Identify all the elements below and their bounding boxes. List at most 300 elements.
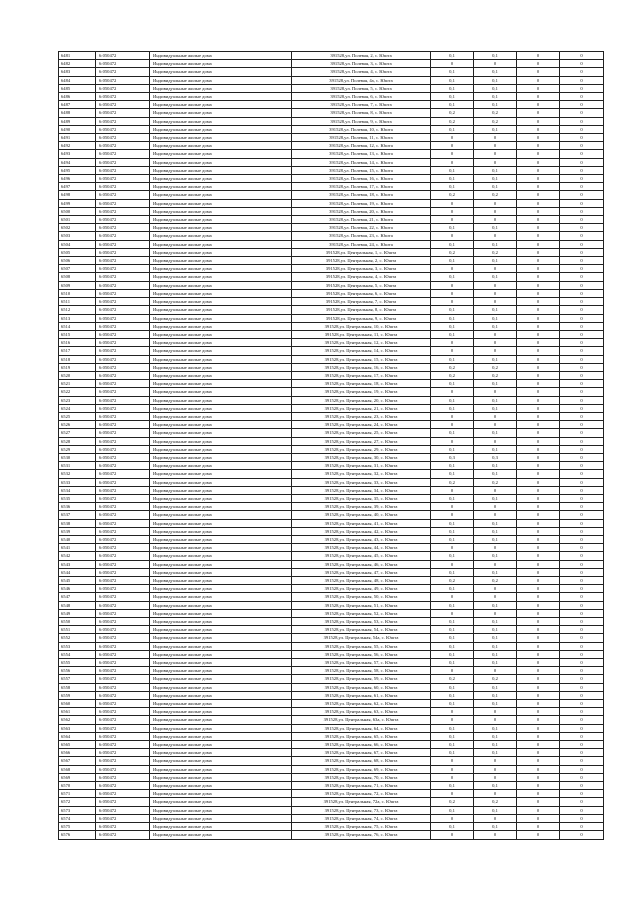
value-4-cell: 0 [560,494,604,502]
row-number-cell: 6513 [59,314,96,322]
building-type-cell: Индивидуальные жилые дома [150,732,292,740]
building-type-cell: Индивидуальные жилые дома [150,158,292,166]
table-row [59,462,604,470]
value-2-cell: 0,1 [474,634,517,642]
table-row [59,339,604,347]
cadastral-code-cell: 6:050472 [96,150,150,158]
value-4-cell: 0 [560,371,604,379]
cadastral-code-cell: 6:050472 [96,700,150,708]
address-cell: 391528,ул. Центральная, 45, с. Юшта [292,552,431,560]
value-3-cell: 0 [517,765,560,773]
row-number-cell: 6519 [59,363,96,371]
address-cell: 391528,ул. Центральная, 54а, с. Юшта [292,634,431,642]
table-row [59,634,604,642]
building-type-cell: Индивидуальные жилые дома [150,363,292,371]
value-3-cell: 0 [517,363,560,371]
cadastral-code-cell: 6:050472 [96,371,150,379]
table-row [59,183,604,191]
value-2-cell: 0 [474,412,517,420]
value-3-cell: 0 [517,216,560,224]
value-3-cell: 0 [517,519,560,527]
value-1-cell: 0,1 [431,552,474,560]
row-number-cell: 6486 [59,93,96,101]
building-type-cell: Индивидуальные жилые дома [150,814,292,822]
value-2-cell: 0,1 [474,273,517,281]
value-4-cell: 0 [560,642,604,650]
value-1-cell: 0 [431,388,474,396]
address-cell: 391528,ул. Центральная, 67, с. Юшта [292,749,431,757]
table-row [59,257,604,265]
table-row [59,158,604,166]
value-4-cell: 0 [560,109,604,117]
value-2-cell: 0 [474,158,517,166]
value-4-cell: 0 [560,142,604,150]
cadastral-code-cell: 6:050472 [96,535,150,543]
row-number-cell: 6514 [59,322,96,330]
value-1-cell: 0 [431,773,474,781]
address-cell: 391528,ул. Центральная, 63а, с. Юшта [292,716,431,724]
row-number-cell: 6569 [59,773,96,781]
row-number-cell: 6566 [59,749,96,757]
cadastral-code-cell: 6:050472 [96,675,150,683]
cadastral-code-cell: 6:050472 [96,363,150,371]
value-4-cell: 0 [560,691,604,699]
value-1-cell: 0,1 [431,535,474,543]
table-row [59,388,604,396]
address-cell: 391528,ул. Центральная, 73, с. Юшта [292,806,431,814]
table-row [59,618,604,626]
cadastral-code-cell: 6:050472 [96,765,150,773]
table-row [59,765,604,773]
row-number-cell: 6529 [59,445,96,453]
address-cell: 391528,ул. Центральная, 39, с. Юшта [292,503,431,511]
value-1-cell: 0 [431,831,474,839]
table-row [59,429,604,437]
value-4-cell: 0 [560,667,604,675]
address-cell: 391528,ул. Полевая, 23, с. Юшта [292,232,431,240]
building-type-cell: Индивидуальные жилые дома [150,659,292,667]
table-row [59,347,604,355]
building-type-cell: Индивидуальные жилые дома [150,757,292,765]
value-4-cell: 0 [560,577,604,585]
value-4-cell: 0 [560,700,604,708]
cadastral-code-cell: 6:050472 [96,273,150,281]
value-3-cell: 0 [517,708,560,716]
row-number-cell: 6527 [59,429,96,437]
building-type-cell: Индивидуальные жилые дома [150,445,292,453]
value-2-cell: 0,1 [474,691,517,699]
value-1-cell: 0 [431,814,474,822]
value-1-cell: 0 [431,667,474,675]
row-number-cell: 6562 [59,716,96,724]
building-type-cell: Индивидуальные жилые дома [150,52,292,60]
cadastral-code-cell: 6:050472 [96,298,150,306]
value-1-cell: 0,1 [431,101,474,109]
value-2-cell: 0,2 [474,577,517,585]
value-4-cell: 0 [560,347,604,355]
value-2-cell: 0,1 [474,470,517,478]
row-number-cell: 6503 [59,232,96,240]
address-cell: 391528,ул. Центральная, 44, с. Юшта [292,544,431,552]
building-type-cell: Индивидуальные жилые дома [150,790,292,798]
value-3-cell: 0 [517,535,560,543]
value-4-cell: 0 [560,814,604,822]
value-4-cell: 0 [560,314,604,322]
value-4-cell: 0 [560,117,604,125]
value-3-cell: 0 [517,404,560,412]
value-4-cell: 0 [560,273,604,281]
cadastral-code-cell: 6:050472 [96,593,150,601]
value-3-cell: 0 [517,560,560,568]
cadastral-code-cell: 6:050472 [96,84,150,92]
value-3-cell: 0 [517,191,560,199]
value-3-cell: 0 [517,166,560,174]
building-type-cell: Индивидуальные жилые дома [150,175,292,183]
value-4-cell: 0 [560,396,604,404]
row-number-cell: 6537 [59,511,96,519]
cadastral-code-cell: 6:050472 [96,716,150,724]
cadastral-code-cell: 6:050472 [96,462,150,470]
address-cell: 391528,ул. Полевая, 16, с. Юшта [292,175,431,183]
value-3-cell: 0 [517,757,560,765]
address-cell: 391528,ул. Центральная, 46, с. Юшта [292,560,431,568]
building-type-cell: Индивидуальные жилые дома [150,519,292,527]
value-4-cell: 0 [560,634,604,642]
value-4-cell: 0 [560,330,604,338]
table-row [59,421,604,429]
table-row [59,166,604,174]
value-2-cell: 0,1 [474,823,517,831]
address-cell: 391528,ул. Центральная, 60, с. Юшта [292,683,431,691]
building-type-cell: Индивидуальные жилые дома [150,109,292,117]
building-type-cell: Индивидуальные жилые дома [150,544,292,552]
value-2-cell: 0 [474,265,517,273]
value-2-cell: 0,1 [474,84,517,92]
value-3-cell: 0 [517,273,560,281]
value-2-cell: 0,2 [474,478,517,486]
value-1-cell: 0,1 [431,659,474,667]
building-type-cell: Индивидуальные жилые дома [150,125,292,133]
value-4-cell: 0 [560,823,604,831]
address-cell: 391528,ул. Центральная, 18, с. Юшта [292,380,431,388]
building-type-cell: Индивидуальные жилые дома [150,765,292,773]
value-4-cell: 0 [560,421,604,429]
value-2-cell: 0,1 [474,166,517,174]
cadastral-code-cell: 6:050472 [96,470,150,478]
value-3-cell: 0 [517,527,560,535]
row-number-cell: 6551 [59,626,96,634]
value-3-cell: 0 [517,125,560,133]
value-2-cell: 0,3 [474,453,517,461]
value-3-cell: 0 [517,117,560,125]
value-4-cell: 0 [560,355,604,363]
table-row [59,125,604,133]
value-2-cell: 0,1 [474,93,517,101]
cadastral-code-cell: 6:050472 [96,404,150,412]
value-2-cell: 0,1 [474,125,517,133]
value-2-cell: 0,1 [474,322,517,330]
value-2-cell: 0 [474,593,517,601]
table-row [59,84,604,92]
building-type-cell: Индивидуальные жилые дома [150,68,292,76]
value-4-cell: 0 [560,560,604,568]
row-number-cell: 6492 [59,142,96,150]
table-row [59,535,604,543]
value-4-cell: 0 [560,281,604,289]
value-4-cell: 0 [560,437,604,445]
row-number-cell: 6501 [59,216,96,224]
value-3-cell: 0 [517,634,560,642]
row-number-cell: 6516 [59,339,96,347]
address-cell: 391528,ул. Центральная, 43, с. Юшта [292,535,431,543]
value-1-cell: 0 [431,232,474,240]
cadastral-code-cell: 6:050472 [96,659,150,667]
cadastral-code-cell: 6:050472 [96,101,150,109]
value-3-cell: 0 [517,806,560,814]
cadastral-code-cell: 6:050472 [96,650,150,658]
address-cell: 391528,ул. Полевая, 14, с. Юшта [292,158,431,166]
value-3-cell: 0 [517,371,560,379]
value-3-cell: 0 [517,445,560,453]
value-1-cell: 0,1 [431,314,474,322]
value-2-cell: 0 [474,765,517,773]
address-cell: 391528,ул. Центральная, 2, с. Юшта [292,257,431,265]
value-4-cell: 0 [560,322,604,330]
building-type-cell: Индивидуальные жилые дома [150,183,292,191]
row-number-cell: 6550 [59,618,96,626]
value-3-cell: 0 [517,109,560,117]
row-number-cell: 6574 [59,814,96,822]
row-number-cell: 6533 [59,478,96,486]
cadastral-code-cell: 6:050472 [96,749,150,757]
value-4-cell: 0 [560,257,604,265]
value-1-cell: 0 [431,708,474,716]
building-type-cell: Индивидуальные жилые дома [150,150,292,158]
value-3-cell: 0 [517,814,560,822]
value-2-cell: 0 [474,544,517,552]
value-3-cell: 0 [517,823,560,831]
table-row [59,396,604,404]
table-body [59,52,604,840]
value-2-cell: 0,1 [474,101,517,109]
value-3-cell: 0 [517,134,560,142]
value-3-cell: 0 [517,831,560,839]
table-row [59,503,604,511]
value-3-cell: 0 [517,388,560,396]
building-type-cell: Индивидуальные жилые дома [150,347,292,355]
table-row [59,117,604,125]
address-cell: 391528,ул. Центральная, 35, с. Юшта [292,494,431,502]
cadastral-code-cell: 6:050472 [96,732,150,740]
value-4-cell: 0 [560,535,604,543]
value-1-cell: 0,1 [431,618,474,626]
value-1-cell: 0,1 [431,691,474,699]
value-2-cell: 0,1 [474,700,517,708]
cadastral-code-cell: 6:050472 [96,281,150,289]
row-number-cell: 6531 [59,462,96,470]
value-4-cell: 0 [560,76,604,84]
table-row [59,486,604,494]
row-number-cell: 6484 [59,76,96,84]
cadastral-code-cell: 6:050472 [96,93,150,101]
value-3-cell: 0 [517,691,560,699]
cadastral-code-cell: 6:050472 [96,306,150,314]
value-4-cell: 0 [560,626,604,634]
cadastral-code-cell: 6:050472 [96,782,150,790]
value-2-cell: 0 [474,199,517,207]
row-number-cell: 6495 [59,166,96,174]
building-type-cell: Индивидуальные жилые дома [150,257,292,265]
value-4-cell: 0 [560,609,604,617]
building-type-cell: Индивидуальные жилые дома [150,683,292,691]
value-3-cell: 0 [517,322,560,330]
value-1-cell: 0,1 [431,68,474,76]
table-row [59,823,604,831]
table-row [59,76,604,84]
building-type-cell: Индивидуальные жилые дома [150,782,292,790]
value-2-cell: 0 [474,134,517,142]
value-4-cell: 0 [560,749,604,757]
building-type-cell: Индивидуальные жилые дома [150,322,292,330]
cadastral-code-cell: 6:050472 [96,445,150,453]
table-row [59,544,604,552]
address-cell: 391528,ул. Центральная, 70, с. Юшта [292,773,431,781]
row-number-cell: 6561 [59,708,96,716]
building-type-cell: Индивидуальные жилые дома [150,421,292,429]
cadastral-code-cell: 6:050472 [96,339,150,347]
table-row [59,134,604,142]
address-cell: 391528,ул. Полевая, 10, с. Юшта [292,125,431,133]
value-3-cell: 0 [517,257,560,265]
row-number-cell: 6556 [59,667,96,675]
value-1-cell: 0 [431,281,474,289]
table-row [59,298,604,306]
value-3-cell: 0 [517,552,560,560]
value-2-cell: 0,1 [474,527,517,535]
row-number-cell: 6542 [59,552,96,560]
table-row [59,741,604,749]
row-number-cell: 6576 [59,831,96,839]
table-row [59,60,604,68]
building-type-cell: Индивидуальные жилые дома [150,724,292,732]
table-row [59,560,604,568]
row-number-cell: 6499 [59,199,96,207]
value-3-cell: 0 [517,298,560,306]
cadastral-code-cell: 6:050472 [96,503,150,511]
value-3-cell: 0 [517,568,560,576]
value-1-cell: 0 [431,765,474,773]
value-1-cell: 0,1 [431,527,474,535]
value-4-cell: 0 [560,453,604,461]
building-type-cell: Индивидуальные жилые дома [150,134,292,142]
row-number-cell: 6517 [59,347,96,355]
address-cell: 391528,ул. Центральная, 17, с. Юшта [292,371,431,379]
row-number-cell: 6564 [59,732,96,740]
row-number-cell: 6557 [59,675,96,683]
value-4-cell: 0 [560,798,604,806]
value-2-cell: 0,1 [474,68,517,76]
table-row [59,289,604,297]
address-cell: 391528,ул. Полевая, 11, с. Юшта [292,134,431,142]
table-row [59,659,604,667]
value-2-cell: 0,1 [474,240,517,248]
value-3-cell: 0 [517,142,560,150]
value-3-cell: 0 [517,437,560,445]
address-cell: 391528,ул. Полевая, 15, с. Юшта [292,166,431,174]
row-number-cell: 6575 [59,823,96,831]
row-number-cell: 6498 [59,191,96,199]
value-3-cell: 0 [517,618,560,626]
value-1-cell: 0,1 [431,568,474,576]
value-1-cell: 0 [431,716,474,724]
table-row [59,281,604,289]
address-cell: 391528,ул. Центральная, 29, с. Юшта [292,445,431,453]
row-number-cell: 6507 [59,265,96,273]
value-2-cell: 0,1 [474,306,517,314]
building-type-cell: Индивидуальные жилые дома [150,568,292,576]
building-type-cell: Индивидуальные жилые дома [150,749,292,757]
row-number-cell: 6552 [59,634,96,642]
value-3-cell: 0 [517,248,560,256]
building-type-cell: Индивидуальные жилые дома [150,626,292,634]
value-1-cell: 0 [431,289,474,297]
value-1-cell: 0,1 [431,396,474,404]
value-2-cell: 0,1 [474,52,517,60]
value-3-cell: 0 [517,593,560,601]
value-1-cell: 0 [431,158,474,166]
value-4-cell: 0 [560,207,604,215]
address-cell: 391528,ул. Центральная, 30, с. Юшта [292,453,431,461]
value-2-cell: 0 [474,667,517,675]
value-4-cell: 0 [560,363,604,371]
value-2-cell: 0,1 [474,396,517,404]
value-2-cell: 0,1 [474,659,517,667]
row-number-cell: 6547 [59,593,96,601]
value-2-cell: 0,1 [474,650,517,658]
cadastral-code-cell: 6:050472 [96,773,150,781]
value-1-cell: 0 [431,503,474,511]
value-3-cell: 0 [517,486,560,494]
table-row [59,142,604,150]
value-3-cell: 0 [517,741,560,749]
value-2-cell: 0,2 [474,675,517,683]
address-cell: 391528,ул. Полевая, 17, с. Юшта [292,183,431,191]
value-4-cell: 0 [560,404,604,412]
cadastral-code-cell: 6:050472 [96,158,150,166]
row-number-cell: 6545 [59,577,96,585]
value-2-cell: 0,1 [474,601,517,609]
address-cell: 391528,ул. Центральная, 5, с. Юшта [292,281,431,289]
building-type-cell: Индивидуальные жилые дома [150,84,292,92]
row-number-cell: 6511 [59,298,96,306]
value-3-cell: 0 [517,675,560,683]
address-cell: 391528,ул. Центральная, 33, с. Юшта [292,478,431,486]
row-number-cell: 6536 [59,503,96,511]
address-cell: 391528,ул. Центральная, 51, с. Юшта [292,601,431,609]
value-4-cell: 0 [560,724,604,732]
building-type-cell: Индивидуальные жилые дома [150,306,292,314]
building-type-cell: Индивидуальные жилые дома [150,716,292,724]
cadastral-code-cell: 6:050472 [96,708,150,716]
value-3-cell: 0 [517,355,560,363]
value-1-cell: 0,1 [431,823,474,831]
row-number-cell: 6565 [59,741,96,749]
cadastral-code-cell: 6:050472 [96,347,150,355]
address-cell: 391528,ул. Центральная, 20, с. Юшта [292,396,431,404]
address-cell: 391528,ул. Центральная, 12, с. Юшта [292,339,431,347]
building-type-cell: Индивидуальные жилые дома [150,248,292,256]
cadastral-code-cell: 6:050472 [96,790,150,798]
